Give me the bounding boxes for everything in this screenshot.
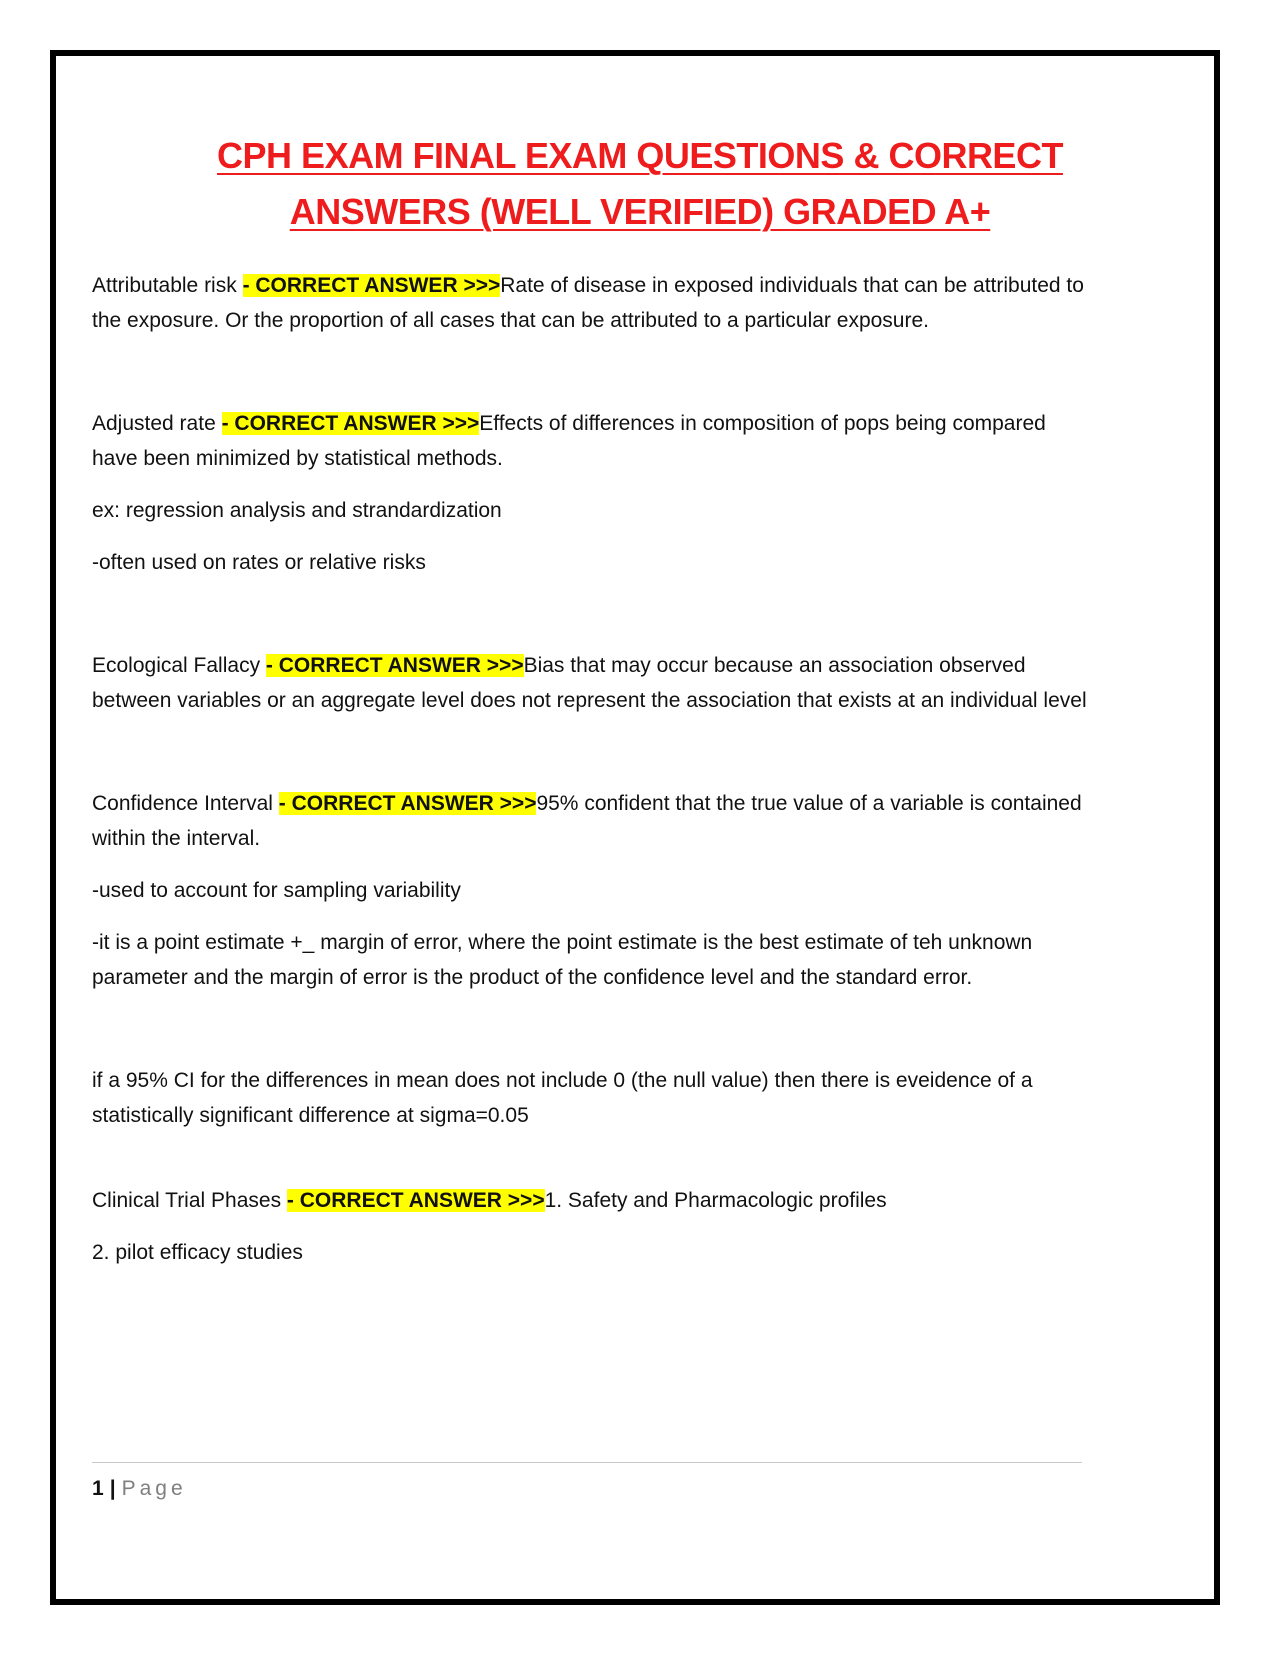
- entry-adjusted-rate: [92, 406, 1092, 476]
- page-number: 1: [92, 1477, 104, 1500]
- term: Clinical Trial Phases: [92, 1189, 287, 1212]
- term: Confidence Interval: [92, 792, 279, 815]
- entry-ecological-fallacy: [92, 648, 1092, 718]
- footer-divider: [92, 1462, 1082, 1463]
- title-line-2: ANSWERS (WELL VERIFIED) GRADED A+: [289, 191, 991, 233]
- definition: Rate of disease in exposed individuals that can be attributed to the exposure. Or the proportion of all cases that can be attributed to a particular exposure.: [92, 274, 1084, 332]
- note-line: ex: regression analysis and strandardization: [92, 499, 502, 522]
- term: Attributable risk: [92, 274, 243, 297]
- document-title: [0, 128, 1280, 240]
- entry-clinical-trial-phases: [92, 1183, 1092, 1218]
- note-line: -used to account for sampling variability: [92, 879, 461, 902]
- correct-answer-marker: - CORRECT ANSWER >>>: [286, 1189, 545, 1212]
- correct-answer-marker: - CORRECT ANSWER >>>: [265, 654, 524, 677]
- page-label: Page: [121, 1477, 187, 1500]
- note-line: -it is a point estimate +_ margin of error, where the point estimate is the best estimate of teh unknown parameter and the margin of error is the product of the confidence level and the standard error.: [92, 931, 1033, 989]
- term: Ecological Fallacy: [92, 654, 266, 677]
- footer-separator: |: [109, 1477, 116, 1500]
- note-line: -often used on rates or relative risks: [92, 551, 426, 574]
- correct-answer-marker: - CORRECT ANSWER >>>: [242, 274, 501, 297]
- title-line-1: CPH EXAM FINAL EXAM QUESTIONS & CORRECT: [217, 135, 1063, 177]
- page-footer: [92, 1474, 187, 1504]
- note-line: 2. pilot efficacy studies: [92, 1241, 303, 1264]
- entry-confidence-interval: [92, 786, 1092, 856]
- correct-answer-marker: - CORRECT ANSWER >>>: [278, 792, 537, 815]
- term: Adjusted rate: [92, 412, 222, 435]
- correct-answer-marker: - CORRECT ANSWER >>>: [221, 412, 480, 435]
- definition: 95% confident that the true value of a variable is contained within the interval.: [92, 792, 1082, 850]
- definition: Bias that may occur because an association observed between variables or an aggregate level does not represent the association that exists at an individual level: [92, 654, 1087, 712]
- document-body: [92, 268, 1092, 1270]
- definition: Effects of differences in composition of pops being compared have been minimized by statistical methods.: [92, 412, 1046, 470]
- note-line: if a 95% CI for the differences in mean does not include 0 (the null value) then there is eveidence of a statistically significant difference at sigma=0.05: [92, 1069, 1033, 1127]
- entry-attributable-risk: [92, 268, 1092, 338]
- definition: 1. Safety and Pharmacologic profiles: [544, 1189, 887, 1212]
